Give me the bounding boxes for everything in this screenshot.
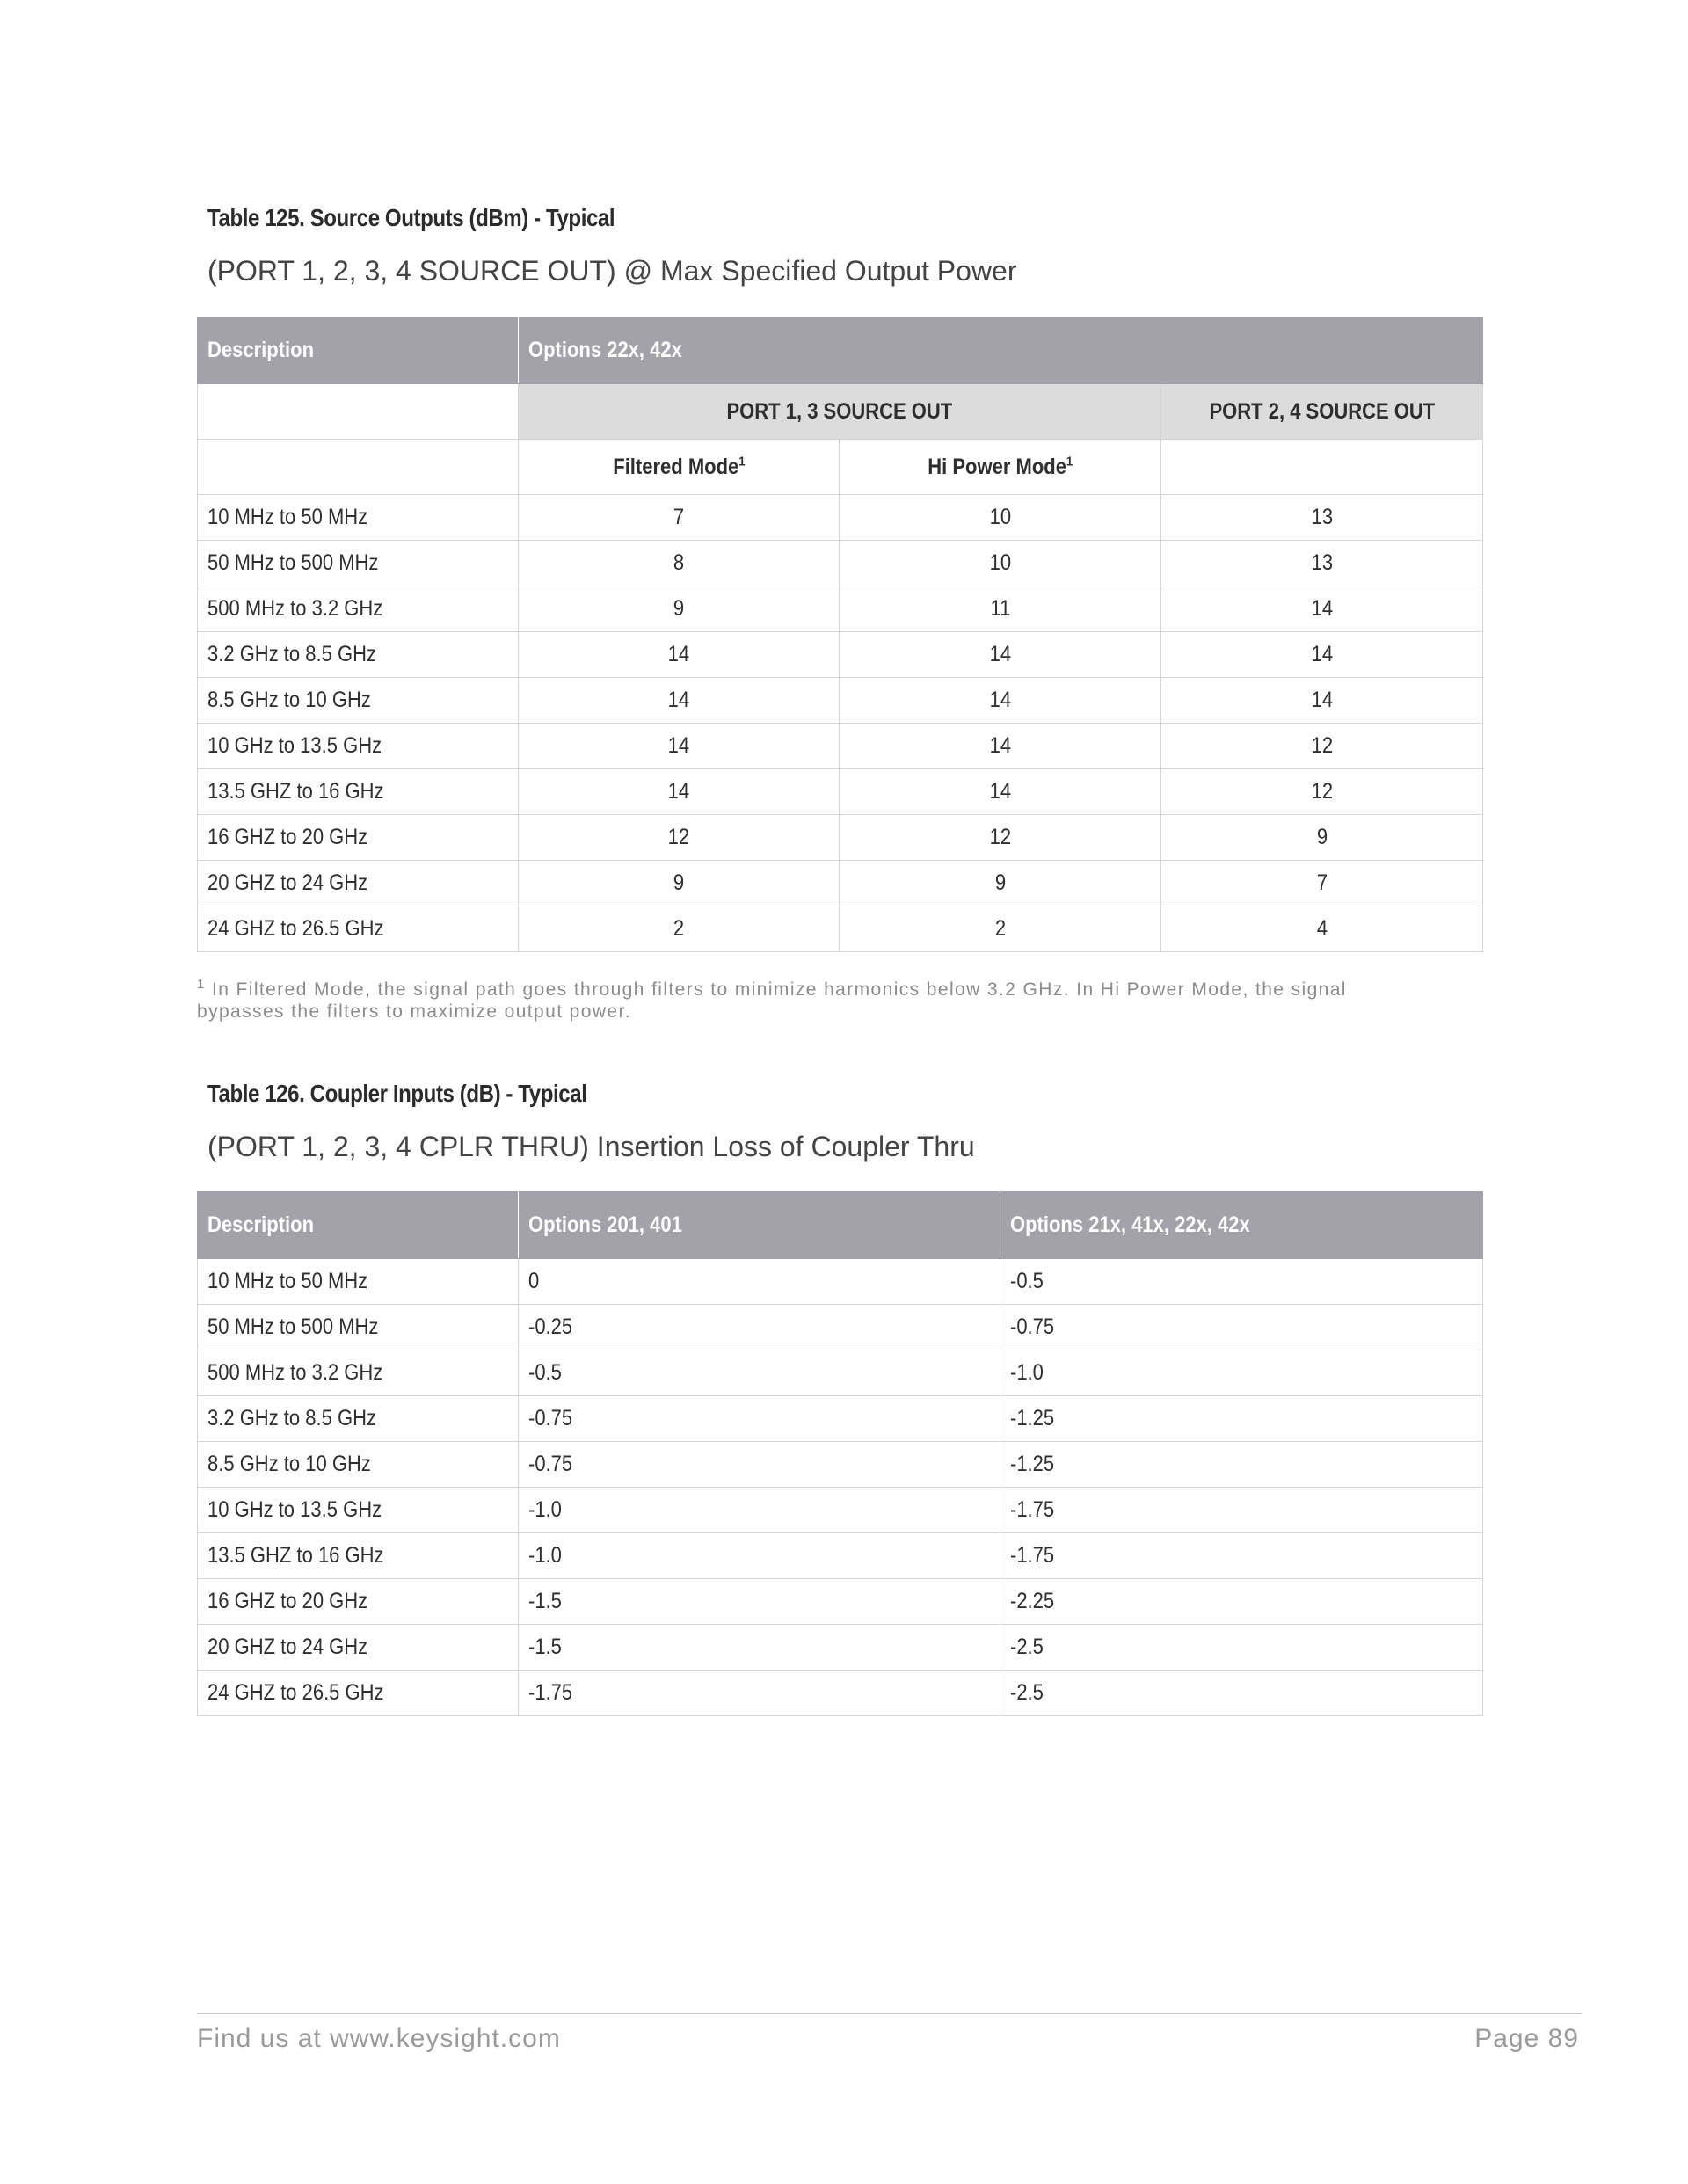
port24-value: 9 — [1161, 815, 1483, 861]
table-125 — [197, 317, 1483, 952]
footer-divider — [197, 2013, 1582, 2014]
options-21x-value: -1.0 — [1000, 1350, 1483, 1396]
table-125-group-port13: PORT 1, 3 SOURCE OUT — [519, 384, 1161, 440]
table-row — [198, 541, 1483, 586]
frequency-range-cell: 50 MHz to 500 MHz — [198, 1305, 519, 1350]
table-126-subtitle: (PORT 1, 2, 3, 4 CPLR THRU) Insertion Loss of Coupler Thru — [207, 1131, 975, 1162]
frequency-range-cell: 24 GHZ to 26.5 GHz — [198, 1671, 519, 1716]
frequency-range-cell: 3.2 GHz to 8.5 GHz — [198, 1396, 519, 1442]
options-201-value: -0.5 — [519, 1350, 1000, 1396]
table-row — [198, 495, 1483, 541]
filtered-mode-value: 9 — [519, 861, 840, 906]
table-126-container — [197, 1191, 1483, 1716]
options-21x-value: -2.5 — [1000, 1671, 1483, 1716]
hi-power-mode-value: 9 — [840, 861, 1161, 906]
table-126-title: Table 126. Coupler Inputs (dB) - Typical — [207, 1080, 587, 1107]
filtered-mode-value: 14 — [519, 724, 840, 769]
table-row — [198, 724, 1483, 769]
options-21x-value: -2.5 — [1000, 1625, 1483, 1671]
table-row — [198, 815, 1483, 861]
frequency-range-cell: 16 GHZ to 20 GHz — [198, 815, 519, 861]
filtered-mode-value: 7 — [519, 495, 840, 541]
table-row — [198, 678, 1483, 724]
options-201-value: -0.25 — [519, 1305, 1000, 1350]
options-201-value: -1.0 — [519, 1533, 1000, 1579]
frequency-range-cell: 10 GHz to 13.5 GHz — [198, 1488, 519, 1533]
table-125-header-description: Description — [198, 317, 519, 384]
table-125-blank-cell — [1161, 440, 1483, 495]
table-row — [198, 1442, 1483, 1488]
table-125-title: Table 125. Source Outputs (dBm) - Typical — [207, 204, 615, 231]
options-21x-value: -1.75 — [1000, 1533, 1483, 1579]
options-21x-value: -0.75 — [1000, 1305, 1483, 1350]
table-126-header-opt21x: Options 21x, 41x, 22x, 42x — [1000, 1192, 1483, 1259]
frequency-range-cell: 10 GHz to 13.5 GHz — [198, 724, 519, 769]
options-201-value: -0.75 — [519, 1442, 1000, 1488]
table-row — [198, 1488, 1483, 1533]
options-201-value: -1.75 — [519, 1671, 1000, 1716]
table-125-blank-cell — [198, 384, 519, 440]
table-row — [198, 1305, 1483, 1350]
filtered-mode-value: 14 — [519, 678, 840, 724]
table-125-container — [197, 317, 1483, 952]
options-201-value: -1.5 — [519, 1579, 1000, 1625]
hi-power-mode-value: 14 — [840, 769, 1161, 815]
hi-power-mode-value: 14 — [840, 724, 1161, 769]
options-201-value: -1.0 — [519, 1488, 1000, 1533]
filtered-mode-value: 14 — [519, 632, 840, 678]
footnote-text: In Filtered Mode, the signal path goes through filters to minimize harmonics below 3.2 GHz. In Hi Power Mode, the signal bypasses the filters to maximize output power. — [197, 979, 1347, 1022]
table-125-section — [197, 204, 1482, 288]
frequency-range-cell: 20 GHZ to 24 GHz — [198, 1625, 519, 1671]
frequency-range-cell: 16 GHZ to 20 GHz — [198, 1579, 519, 1625]
table-row — [198, 586, 1483, 632]
options-201-value: -0.75 — [519, 1396, 1000, 1442]
port24-value: 14 — [1161, 632, 1483, 678]
table-row — [198, 632, 1483, 678]
filtered-mode-value: 12 — [519, 815, 840, 861]
frequency-range-cell: 10 MHz to 50 MHz — [198, 1259, 519, 1305]
port24-value: 12 — [1161, 724, 1483, 769]
port24-value: 13 — [1161, 495, 1483, 541]
footnote-ref: 1 — [1066, 454, 1073, 470]
table-row — [198, 1579, 1483, 1625]
hi-power-mode-value: 2 — [840, 906, 1161, 952]
hi-power-mode-value: 11 — [840, 586, 1161, 632]
port24-value: 13 — [1161, 541, 1483, 586]
table-125-blank-cell — [198, 440, 519, 495]
options-201-value: 0 — [519, 1259, 1000, 1305]
frequency-range-cell: 3.2 GHz to 8.5 GHz — [198, 632, 519, 678]
filtered-mode-value: 14 — [519, 769, 840, 815]
port24-value: 12 — [1161, 769, 1483, 815]
table-126-header-opt201: Options 201, 401 — [519, 1192, 1000, 1259]
port24-value: 7 — [1161, 861, 1483, 906]
options-21x-value: -0.5 — [1000, 1259, 1483, 1305]
port24-value: 14 — [1161, 586, 1483, 632]
options-21x-value: -1.25 — [1000, 1442, 1483, 1488]
table-row — [198, 1671, 1483, 1716]
frequency-range-cell: 500 MHz to 3.2 GHz — [198, 586, 519, 632]
frequency-range-cell: 13.5 GHZ to 16 GHz — [198, 1533, 519, 1579]
table-row — [198, 1625, 1483, 1671]
footnote-ref: 1 — [738, 454, 746, 470]
table-125-group-port24: PORT 2, 4 SOURCE OUT — [1161, 384, 1483, 440]
footer-website-link[interactable]: Find us at www.keysight.com — [197, 2024, 561, 2053]
port24-value: 14 — [1161, 678, 1483, 724]
table-126-header-description: Description — [198, 1192, 519, 1259]
frequency-range-cell: 50 MHz to 500 MHz — [198, 541, 519, 586]
table-126-section — [197, 1080, 1482, 1163]
options-201-value: -1.5 — [519, 1625, 1000, 1671]
table-125-subtitle: (PORT 1, 2, 3, 4 SOURCE OUT) @ Max Specified Output Power — [207, 255, 1017, 287]
frequency-range-cell: 24 GHZ to 26.5 GHz — [198, 906, 519, 952]
footnote-mark: 1 — [197, 977, 206, 992]
page-number: Page 89 — [1474, 2024, 1579, 2053]
frequency-range-cell: 20 GHZ to 24 GHz — [198, 861, 519, 906]
table-125-header-options: Options 22x, 42x — [519, 317, 1483, 384]
table-125-mode-filtered: Filtered Mode$^1$ — [519, 440, 840, 495]
table-row — [198, 769, 1483, 815]
options-21x-value: -1.75 — [1000, 1488, 1483, 1533]
hi-power-mode-value: 12 — [840, 815, 1161, 861]
frequency-range-cell: 500 MHz to 3.2 GHz — [198, 1350, 519, 1396]
options-21x-value: -1.25 — [1000, 1396, 1483, 1442]
table-row — [198, 1396, 1483, 1442]
table-row — [198, 906, 1483, 952]
hi-power-mode-value: 14 — [840, 632, 1161, 678]
hi-power-mode-value: 14 — [840, 678, 1161, 724]
frequency-range-cell: 8.5 GHz to 10 GHz — [198, 1442, 519, 1488]
table-row — [198, 861, 1483, 906]
table-126 — [197, 1191, 1483, 1716]
port24-value: 4 — [1161, 906, 1483, 952]
frequency-range-cell: 13.5 GHZ to 16 GHz — [198, 769, 519, 815]
table-125-footnote — [197, 979, 1428, 1023]
frequency-range-cell: 8.5 GHz to 10 GHz — [198, 678, 519, 724]
filtered-mode-value: 8 — [519, 541, 840, 586]
table-row — [198, 1350, 1483, 1396]
options-21x-value: -2.25 — [1000, 1579, 1483, 1625]
table-125-mode-hipower: Hi Power Mode$^1$ — [840, 440, 1161, 495]
hi-power-mode-value: 10 — [840, 495, 1161, 541]
hi-power-mode-value: 10 — [840, 541, 1161, 586]
table-row — [198, 1259, 1483, 1305]
table-row — [198, 1533, 1483, 1579]
frequency-range-cell: 10 MHz to 50 MHz — [198, 495, 519, 541]
filtered-mode-value: 9 — [519, 586, 840, 632]
filtered-mode-value: 2 — [519, 906, 840, 952]
